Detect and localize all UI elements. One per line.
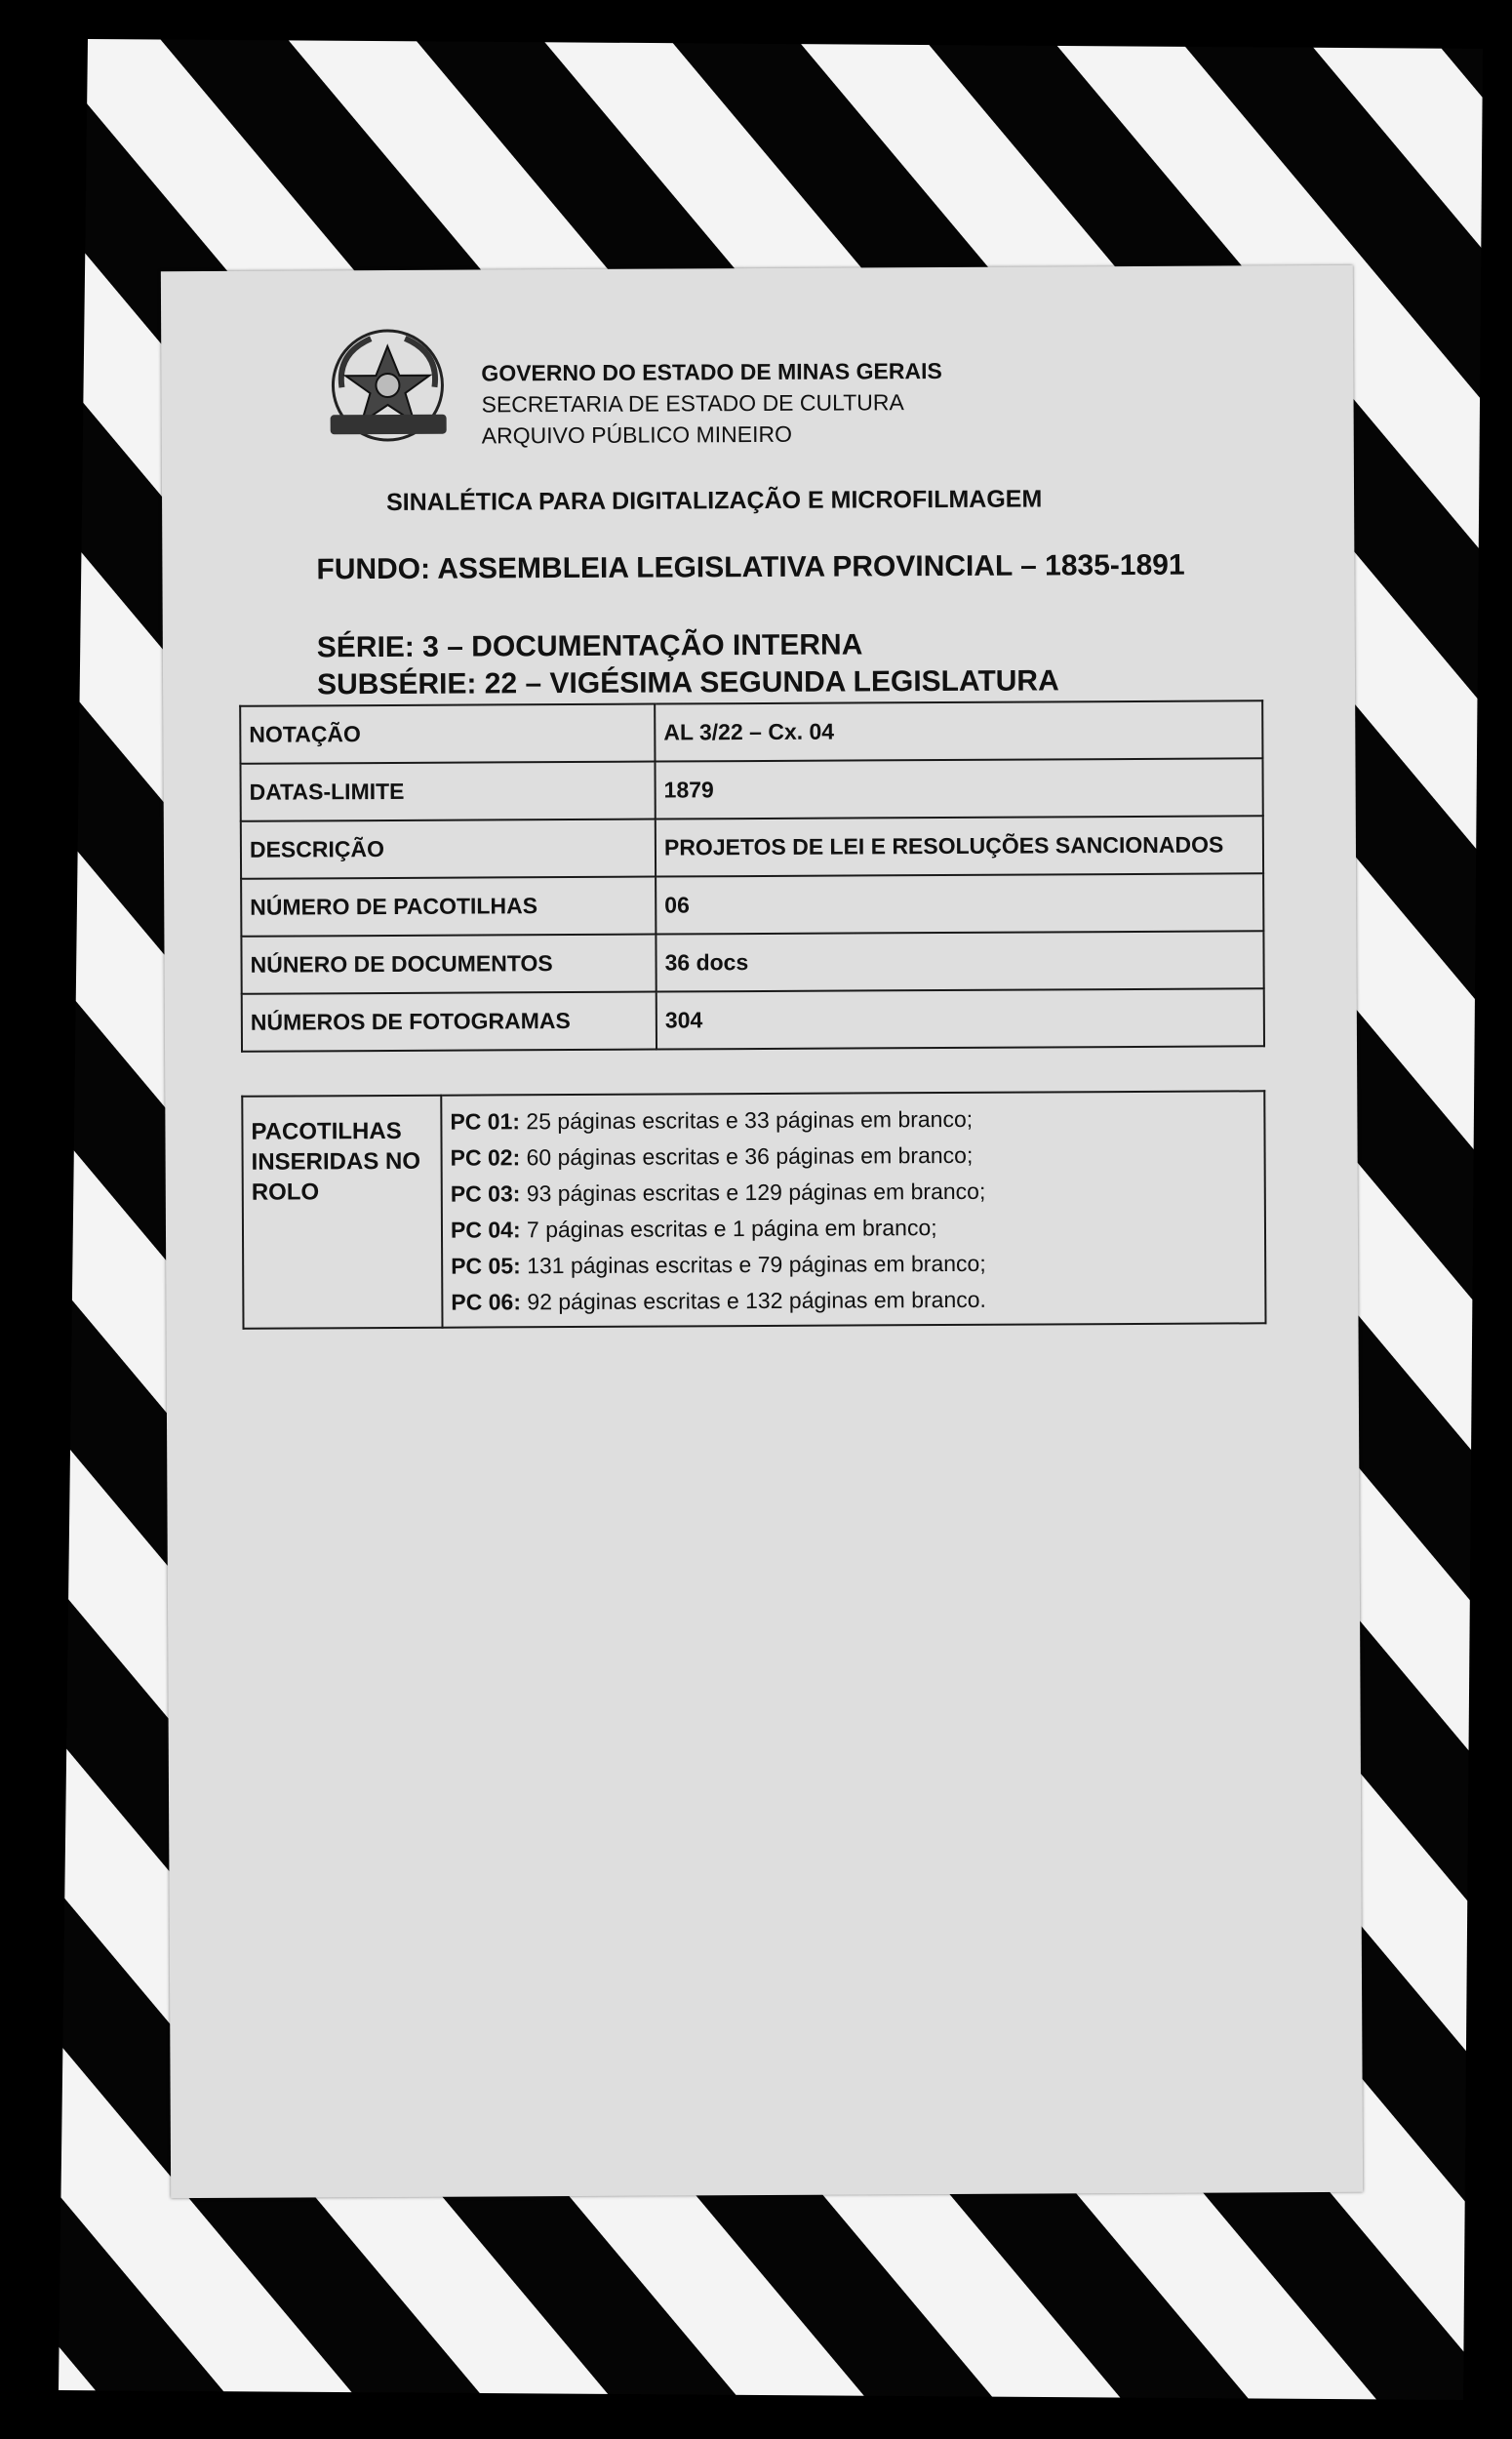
pc-code: PC 01: (450, 1108, 521, 1135)
pacotilhas-label-line: ROLO (251, 1179, 320, 1206)
row-label: NOTAÇÃO (240, 704, 655, 764)
pc-text: 93 páginas escritas e 129 páginas em branco; (520, 1178, 986, 1207)
document-sheet (161, 265, 1363, 2198)
subserie-line: SUBSÉRIE: 22 – VIGÉSIMA SEGUNDA LEGISLATURA (316, 664, 1059, 701)
list-item (451, 1208, 1256, 1248)
pc-code: PC 04: (450, 1217, 521, 1243)
list-item (451, 1244, 1256, 1284)
pacotilhas-table (241, 1090, 1266, 1329)
pc-code: PC 03: (450, 1180, 521, 1207)
pc-text: 92 páginas escritas e 132 páginas em branco. (520, 1286, 986, 1315)
row-label: NÚMERO DE PACOTILHAS (241, 877, 656, 937)
row-value: 1879 (655, 758, 1262, 819)
row-label: DATAS-LIMITE (240, 762, 655, 821)
pc-code: PC 02: (450, 1144, 521, 1171)
pc-code: PC 06: (451, 1289, 522, 1315)
table-row (241, 816, 1263, 878)
list-item (451, 1172, 1256, 1212)
row-value: PROJETOS DE LEI E RESOLUÇÕES SANCIONADOS (656, 816, 1263, 876)
row-value: 304 (657, 988, 1264, 1049)
list-item (451, 1280, 1256, 1320)
row-label: NÚNERO DE DOCUMENTOS (241, 935, 656, 994)
table-row (242, 988, 1264, 1051)
pacotilhas-label-line: INSERIDAS NO (251, 1147, 421, 1176)
row-value: 06 (656, 873, 1263, 934)
pacotilhas-label-line: PACOTILHAS (251, 1117, 402, 1145)
list-item (450, 1100, 1255, 1140)
table-row (241, 931, 1263, 993)
table-row (242, 1091, 1265, 1328)
pc-text: 131 páginas escritas e 79 páginas em branco; (520, 1250, 986, 1279)
document-title: SINALÉTICA PARA DIGITALIZAÇÃO E MICROFILMAGEM (386, 485, 1043, 517)
org-line-government: GOVERNO DO ESTADO DE MINAS GERAIS (481, 358, 942, 386)
pacotilhas-list (441, 1091, 1265, 1327)
table-row (241, 873, 1263, 936)
row-value: 36 docs (656, 931, 1263, 991)
header (322, 325, 1201, 457)
pacotilhas-label (242, 1096, 442, 1329)
info-table (239, 700, 1265, 1052)
table-row (240, 700, 1262, 763)
state-crest-icon (322, 329, 455, 452)
org-line-archive: ARQUIVO PÚBLICO MINEIRO (481, 420, 793, 449)
pc-text: 7 páginas escritas e 1 página em branco; (520, 1215, 937, 1243)
org-line-secretariat: SECRETARIA DE ESTADO DE CULTURA (481, 389, 904, 418)
pc-text: 25 páginas escritas e 33 páginas em branco; (519, 1105, 974, 1135)
row-label: DESCRIÇÃO (241, 820, 656, 879)
list-item (451, 1136, 1256, 1176)
pc-text: 60 páginas escritas e 36 páginas em branco; (520, 1141, 974, 1171)
serie-line: SÉRIE: 3 – DOCUMENTAÇÃO INTERNA (316, 628, 863, 664)
pc-code: PC 05: (451, 1253, 521, 1279)
row-label: NÚMEROS DE FOTOGRAMAS (242, 992, 657, 1052)
fundo-line: FUNDO: ASSEMBLEIA LEGISLATIVA PROVINCIAL – 1835-1891 (316, 548, 1185, 586)
row-value: AL 3/22 – Cx. 04 (655, 700, 1262, 761)
table-row (240, 758, 1262, 820)
